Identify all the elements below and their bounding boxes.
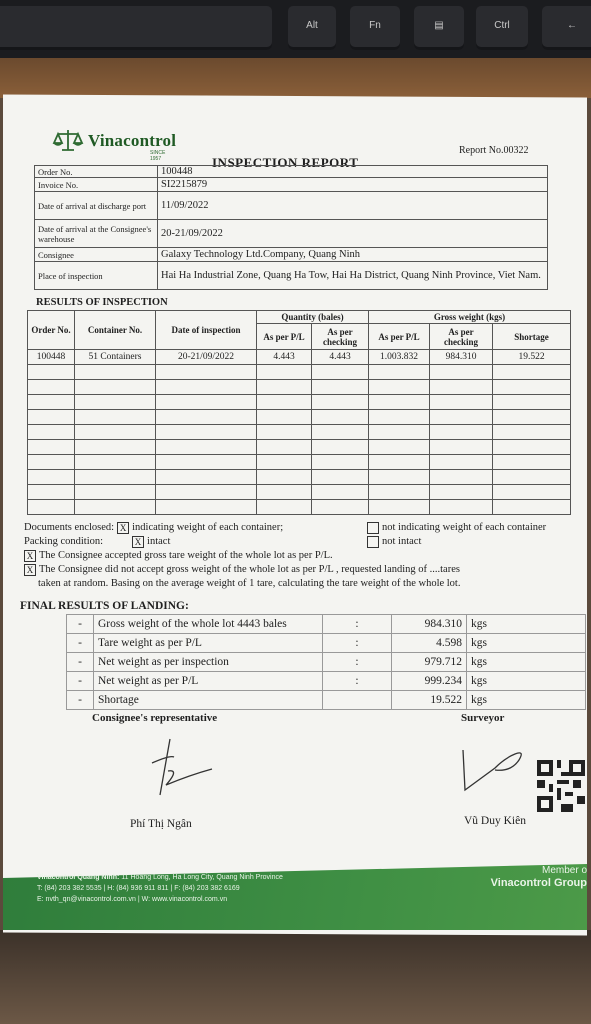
info-value: 11/09/2022 bbox=[158, 192, 548, 220]
checkbox-not-intact bbox=[367, 536, 379, 548]
info-row bbox=[35, 166, 548, 178]
info-row bbox=[35, 262, 548, 290]
wood-floor bbox=[0, 930, 591, 1024]
row-colon: : bbox=[323, 634, 392, 653]
row-unit: kgs bbox=[467, 634, 586, 653]
row-dash: - bbox=[67, 672, 94, 691]
footer-contact: E: nvth_qn@vinacontrol.com.vn | W: www.vinacontrol.com.vn bbox=[37, 896, 228, 903]
checkbox-not-accepted: X bbox=[24, 564, 36, 576]
info-value: Hai Ha Industrial Zone, Quang Ha Tow, Hai Ha District, Quang Ninh Province, Viet Nam. bbox=[158, 262, 548, 290]
cell-gross-check: 984.310 bbox=[430, 350, 493, 365]
documents-section bbox=[24, 521, 574, 591]
scale-logo-icon bbox=[52, 128, 84, 154]
row-label: Gross weight of the whole lot 4443 bales bbox=[94, 615, 323, 634]
table-row-empty bbox=[28, 395, 571, 410]
documents-enclosed-label: Documents enclosed: bbox=[24, 522, 115, 533]
info-row bbox=[35, 248, 548, 262]
table-row-empty bbox=[28, 440, 571, 455]
cell-shortage: 19.522 bbox=[493, 350, 571, 365]
table-row bbox=[67, 615, 586, 634]
row-value: 979.712 bbox=[392, 653, 467, 672]
footer-band bbox=[3, 864, 587, 930]
row-label: Tare weight as per P/L bbox=[94, 634, 323, 653]
row-label: Net weight as per inspection bbox=[94, 653, 323, 672]
info-row bbox=[35, 192, 548, 220]
consignee-not-accepted-text-2: taken at random. Basing on the average weight of 1 tare, calculating the tare weight of the whole lot. bbox=[38, 578, 461, 589]
surveyor-signature bbox=[455, 740, 545, 800]
vinacontrol-logo bbox=[52, 128, 177, 162]
info-row bbox=[35, 178, 548, 192]
table-row-empty bbox=[28, 425, 571, 440]
info-row bbox=[35, 220, 548, 248]
footer-company: Vinacontrol Quang Ninh: bbox=[37, 874, 120, 881]
footer-address bbox=[37, 872, 283, 905]
info-value: 100448 bbox=[158, 166, 548, 178]
footer-member bbox=[491, 864, 587, 890]
documents-option-not-indicating: not indicating weight of each container bbox=[382, 522, 547, 533]
info-label: Place of inspection bbox=[35, 262, 158, 290]
cell-gross-pl: 1.003.832 bbox=[369, 350, 430, 365]
packing-option-intact: intact bbox=[147, 536, 171, 547]
table-row-empty bbox=[28, 500, 571, 515]
consignee-accepted-text: The Consignee accepted gross tare weight of the whole lot as per P/L. bbox=[39, 550, 333, 561]
checkbox-indicating-weight: X bbox=[117, 522, 129, 534]
final-results-title: FINAL RESULTS OF LANDING: bbox=[20, 600, 189, 612]
table-row-empty bbox=[28, 365, 571, 380]
info-label: Date of arrival at discharge port bbox=[35, 192, 158, 220]
info-value: SI2215879 bbox=[158, 178, 548, 192]
cell-order-no: 100448 bbox=[28, 350, 75, 365]
keyboard-key-alt: Alt bbox=[288, 6, 336, 50]
row-label: Shortage bbox=[94, 691, 323, 710]
footer-member-line1: Member o bbox=[541, 865, 587, 876]
logo-name: Vinacontrol bbox=[88, 131, 177, 150]
row-unit: kgs bbox=[467, 615, 586, 634]
table-row-empty bbox=[28, 485, 571, 500]
consignee-not-accepted-text: The Consignee did not accept gross weight of the whole lot as per P/L , requested landing of ....tares bbox=[39, 564, 460, 575]
col-date: Date of inspection bbox=[156, 311, 257, 350]
row-dash: - bbox=[67, 634, 94, 653]
keyboard-key-menu: ▤ bbox=[414, 6, 464, 50]
col-container-no: Container No. bbox=[75, 311, 156, 350]
col-gross-as-per-checking: As per checking bbox=[430, 324, 493, 350]
table-row bbox=[67, 691, 586, 710]
table-row bbox=[28, 350, 571, 365]
final-results-table bbox=[66, 614, 586, 710]
info-label: Order No. bbox=[35, 166, 158, 178]
footer-phones: T: (84) 203 382 5535 | H: (84) 936 911 811 | F: (84) 203 382 6169 bbox=[37, 885, 240, 892]
cell-container-no: 51 Containers bbox=[75, 350, 156, 365]
footer-member-line2: Vinacontrol Group bbox=[490, 877, 587, 889]
row-colon: : bbox=[323, 672, 392, 691]
col-gross-weight: Gross weight (kgs) bbox=[369, 311, 571, 324]
cell-qty-pl: 4.443 bbox=[257, 350, 312, 365]
info-value: 20-21/09/2022 bbox=[158, 220, 548, 248]
info-label: Invoice No. bbox=[35, 178, 158, 192]
table-row bbox=[67, 634, 586, 653]
surveyor-name: Vũ Duy Kiên bbox=[464, 815, 526, 827]
table-row bbox=[67, 672, 586, 691]
checkbox-accepted: X bbox=[24, 550, 36, 562]
col-shortage: Shortage bbox=[493, 324, 571, 350]
row-value: 999.234 bbox=[392, 672, 467, 691]
results-table bbox=[27, 310, 571, 515]
table-row-empty bbox=[28, 455, 571, 470]
row-dash: - bbox=[67, 653, 94, 672]
packing-condition-label: Packing condition: bbox=[24, 536, 104, 547]
row-value: 984.310 bbox=[392, 615, 467, 634]
packing-option-not-intact: not intact bbox=[382, 536, 422, 547]
row-dash: - bbox=[67, 691, 94, 710]
cell-date: 20-21/09/2022 bbox=[156, 350, 257, 365]
col-qty-as-per-checking: As per checking bbox=[312, 324, 369, 350]
footer-street: 11 Hoang Long, Ha Long City, Quang Ninh Province bbox=[121, 874, 283, 881]
table-row-empty bbox=[28, 380, 571, 395]
keyboard-key-ctrl: Ctrl bbox=[476, 6, 528, 50]
cell-qty-check: 4.443 bbox=[312, 350, 369, 365]
wood-surface bbox=[0, 58, 591, 98]
table-row-empty bbox=[28, 410, 571, 425]
row-dash: - bbox=[67, 615, 94, 634]
info-value: Galaxy Technology Ltd.Company, Quang Ninh bbox=[158, 248, 548, 262]
row-colon: : bbox=[323, 653, 392, 672]
checkbox-intact: X bbox=[132, 536, 144, 548]
keyboard-key-fn: Fn bbox=[350, 6, 400, 50]
keyboard-key-space bbox=[0, 6, 272, 50]
row-value: 19.522 bbox=[392, 691, 467, 710]
row-colon: : bbox=[323, 615, 392, 634]
qr-code-icon bbox=[537, 760, 585, 812]
consignee-signature bbox=[140, 735, 220, 805]
row-value: 4.598 bbox=[392, 634, 467, 653]
row-unit: kgs bbox=[467, 653, 586, 672]
col-qty-as-per-pl: As per P/L bbox=[257, 324, 312, 350]
checkbox-not-indicating-weight bbox=[367, 522, 379, 534]
info-label: Date of arrival at the Consignee's warehouse bbox=[35, 220, 158, 248]
surveyor-label: Surveyor bbox=[461, 712, 505, 724]
row-unit: kgs bbox=[467, 691, 586, 710]
col-quantity: Quantity (bales) bbox=[257, 311, 369, 324]
order-info-table bbox=[34, 165, 548, 290]
documents-option-indicating: indicating weight of each container; bbox=[132, 522, 284, 533]
row-label: Net weight as per P/L bbox=[94, 672, 323, 691]
col-order-no: Order No. bbox=[28, 311, 75, 350]
keyboard-key-left: ← bbox=[542, 6, 591, 50]
report-title: INSPECTION REPORT bbox=[212, 155, 359, 170]
col-gross-as-per-pl: As per P/L bbox=[369, 324, 430, 350]
row-unit: kgs bbox=[467, 672, 586, 691]
row-colon bbox=[323, 691, 392, 710]
results-section-title: RESULTS OF INSPECTION bbox=[36, 297, 168, 308]
consignee-representative-label: Consignee's representative bbox=[92, 712, 218, 724]
table-row-empty bbox=[28, 470, 571, 485]
consignee-name: Phí Thị Ngân bbox=[130, 818, 192, 830]
info-label: Consignee bbox=[35, 248, 158, 262]
logo-since: SINCE 1957 bbox=[150, 150, 166, 162]
report-number: Report No.00322 bbox=[459, 145, 529, 156]
table-row bbox=[67, 653, 586, 672]
